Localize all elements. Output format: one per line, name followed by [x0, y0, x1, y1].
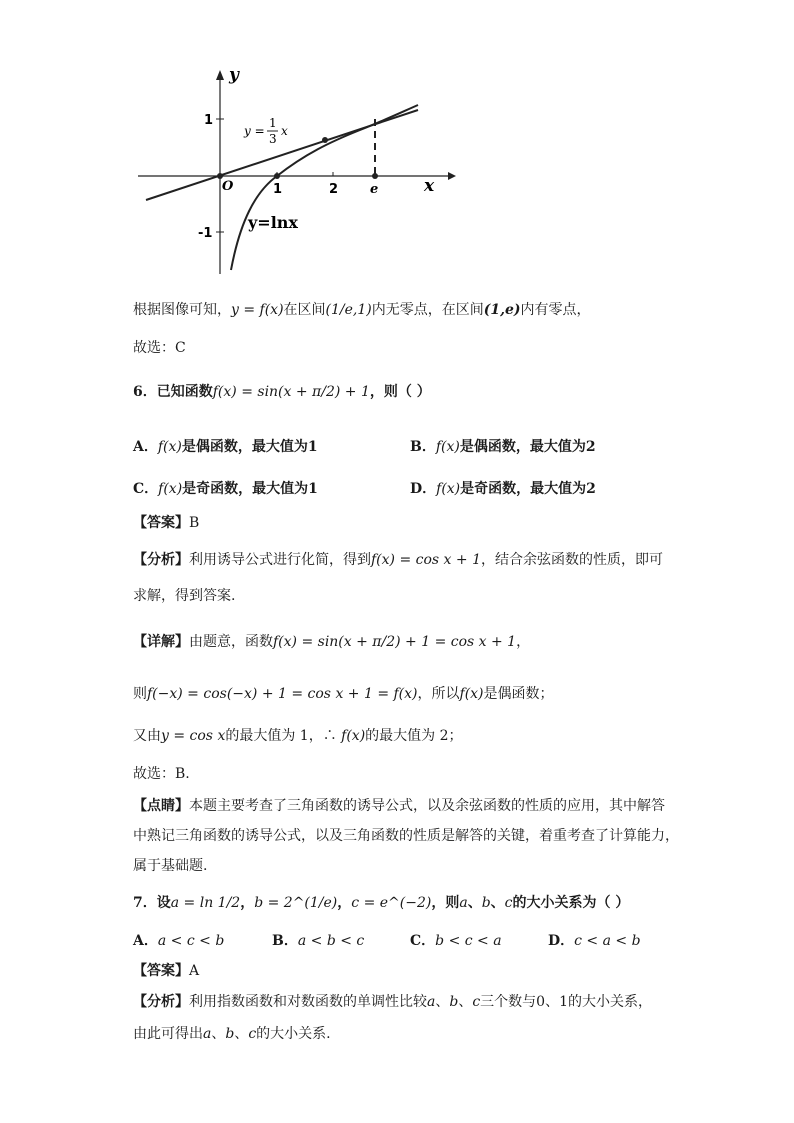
q6-step1-fx: f(x)	[459, 686, 484, 702]
q6-step1-text-a: 则	[133, 686, 147, 702]
q6-step1-text-c: 是偶函数；	[483, 686, 554, 702]
q7-stem-prefix: 7．设	[133, 895, 171, 911]
q7-option-c-expr: b < c < a	[435, 933, 502, 949]
q6-detail-line-2	[133, 684, 554, 704]
q6-option-a-func: f(x)	[157, 439, 182, 455]
q6-detail-line-1	[133, 632, 530, 652]
q6-comment-line-1	[133, 796, 665, 816]
line-label-y: y =	[244, 124, 265, 138]
q7-option-c[interactable]	[410, 930, 502, 950]
q6-analysis-tag: 【分析】	[133, 552, 189, 568]
q6-analysis-line-2: 求解，得到答案.	[133, 588, 236, 604]
q6-detail-tag: 【详解】	[133, 634, 189, 650]
q6-option-d-letter: D．	[410, 481, 437, 497]
q7-stem-c-eq: c = e^(−2)	[351, 895, 432, 911]
q6-choose: 故选：B.	[133, 766, 190, 782]
q7-option-a-letter: A．	[133, 933, 158, 949]
intro-text-a: 根据图像可知，	[133, 302, 231, 318]
q7-answer-value: A	[189, 963, 200, 979]
line-label-num: 1	[269, 116, 277, 130]
q7-option-b-expr: a < b < c	[297, 933, 365, 949]
q7-analysis-text-c: 由此可得出	[133, 1026, 203, 1042]
origin-label: O	[222, 179, 234, 194]
q7-option-d-letter: D．	[548, 933, 575, 949]
q6-option-c-text: 是奇函数，最大值为1	[182, 481, 318, 497]
q7-analysis-tag: 【分析】	[133, 994, 189, 1010]
intro-func: y = f(x)	[231, 302, 284, 318]
q6-option-b-func: f(x)	[435, 439, 460, 455]
q6-comment-line-3: 属于基础题.	[133, 858, 208, 874]
q6-analysis-line-1	[133, 550, 663, 570]
intro-interval-1: (1/e,1)	[325, 302, 372, 318]
q7-analysis-text-d: 的大小关系.	[256, 1026, 331, 1042]
q6-step2-text-a: 又由	[133, 728, 161, 744]
q6-detail-text-a: 由题意，函数	[189, 634, 273, 650]
q6-step2-fx: f(x)	[341, 728, 366, 744]
q6-option-b-text: 是偶函数，最大值为2	[459, 439, 596, 455]
q6-option-b[interactable]	[410, 436, 596, 456]
x-tick-label-2: 2	[329, 182, 339, 197]
q6-answer-tag: 【答案】	[133, 515, 189, 531]
q6-answer	[133, 513, 199, 533]
q7-analysis-line-2: 由此可得出a、b、c的大小关系.	[133, 1026, 331, 1042]
q6-option-c-letter: C．	[133, 481, 159, 497]
q6-option-d-func: f(x)	[436, 481, 461, 497]
q7-option-a[interactable]	[133, 930, 224, 950]
q7-option-d-expr: c < a < b	[574, 933, 641, 949]
q6-comment-text-1: 本题主要考查了三角函数的诱导公式，以及余弦函数的性质的应用，其中解答	[189, 798, 665, 814]
q7-analysis-text-a: 利用指数函数和对数函数的单调性比较	[189, 994, 427, 1010]
q6-detail-text-b: ，	[516, 634, 531, 650]
q6-option-d[interactable]	[410, 478, 596, 498]
q6-step2-therefore: ∴	[322, 728, 337, 744]
q6-analysis-text-a: 利用诱导公式进行化简，得到	[189, 552, 371, 568]
x-tick-label-e: e	[370, 182, 379, 197]
q6-step2-text-c: 的最大值为 2；	[365, 728, 463, 744]
point-one	[274, 173, 280, 179]
line-label	[243, 116, 288, 146]
q6-option-b-letter: B．	[410, 439, 436, 455]
q6-step1-text-b: ，所以	[417, 686, 460, 702]
q7-stem: 7．设a = ln 1/2，b = 2^(1/e)，c = e^(−2)，则a、b、c的大小关系为（ ）	[133, 895, 630, 911]
q6-option-c[interactable]	[133, 478, 318, 498]
q7-option-b[interactable]	[272, 930, 364, 950]
q6-analysis-text-b: ，结合余弦函数的性质，即可	[480, 552, 663, 568]
q6-option-a[interactable]	[133, 436, 318, 456]
y-tick-label-neg1: -1	[198, 226, 213, 241]
q7-stem-a-eq: a = ln 1/2	[170, 895, 241, 911]
intro-interval-2: (1,e)	[483, 302, 521, 318]
intro-line-1	[133, 300, 591, 320]
q6-stem	[133, 382, 431, 402]
q7-option-c-letter: C．	[410, 933, 436, 949]
y-tick-label-1: 1	[204, 113, 214, 128]
line-label-den: 3	[269, 132, 277, 146]
intro-line-2: 故选：C	[133, 340, 186, 356]
q6-option-d-text: 是奇函数，最大值为2	[460, 481, 596, 497]
curve-label: y=lnx	[248, 213, 298, 232]
q7-stem-b-eq: b = 2^(1/e)	[254, 895, 338, 911]
q6-detail-line-3	[133, 726, 463, 746]
q6-answer-value: B	[189, 515, 200, 531]
intro-text-d: 内有零点，	[520, 302, 591, 318]
q7-analysis-text-b: 三个数与0、1的大小关系，	[480, 994, 652, 1010]
q7-option-b-letter: B．	[272, 933, 298, 949]
q6-stem-func: f(x) = sin(x + π/2) + 1	[212, 384, 370, 400]
line-label-x: x	[281, 124, 288, 138]
y-axis-label: y	[229, 65, 239, 85]
q6-option-a-letter: A．	[133, 439, 158, 455]
q7-answer	[133, 961, 199, 981]
q6-step2-func: y = cos x	[161, 728, 226, 744]
q6-option-a-text: 是偶函数，最大值为1	[181, 439, 318, 455]
q6-stem-suffix: ，则（ ）	[369, 384, 431, 400]
q6-detail-func: f(x) = sin(x + π/2) + 1 = cos x + 1	[273, 634, 517, 650]
q7-stem-then: ，则	[431, 895, 460, 911]
q6-option-c-func: f(x)	[158, 481, 183, 497]
q7-option-d[interactable]	[548, 930, 641, 950]
function-graph	[130, 62, 460, 277]
intro-text-c: 内无零点，在区间	[371, 302, 484, 318]
x-tick-label-1: 1	[273, 182, 283, 197]
x-axis-label: x	[424, 176, 435, 196]
q7-analysis-line-1: 【分析】利用指数函数和对数函数的单调性比较a、b、c三个数与0、1的大小关系，	[133, 994, 652, 1010]
q7-stem-suffix: 的大小关系为（ ）	[512, 895, 630, 911]
q6-stem-prefix: 6．已知函数	[133, 384, 213, 400]
q7-answer-tag: 【答案】	[133, 963, 189, 979]
q6-step1-func: f(−x) = cos(−x) + 1 = cos x + 1 = f(x)	[147, 686, 418, 702]
q7-option-a-expr: a < c < b	[157, 933, 225, 949]
point-intersection	[322, 137, 328, 143]
q6-analysis-func: f(x) = cos x + 1	[371, 552, 481, 568]
q6-step2-text-b: 的最大值为 1，	[225, 728, 323, 744]
intro-text-b: 在区间	[283, 302, 326, 318]
q6-comment-line-2: 中熟记三角函数的诱导公式，以及三角函数的性质是解答的关键，着重考查了计算能力，	[133, 828, 679, 844]
x-axis-arrow	[448, 172, 456, 180]
q6-comment-tag: 【点睛】	[133, 798, 189, 814]
point-e	[372, 173, 378, 179]
y-axis-arrow	[216, 70, 224, 80]
